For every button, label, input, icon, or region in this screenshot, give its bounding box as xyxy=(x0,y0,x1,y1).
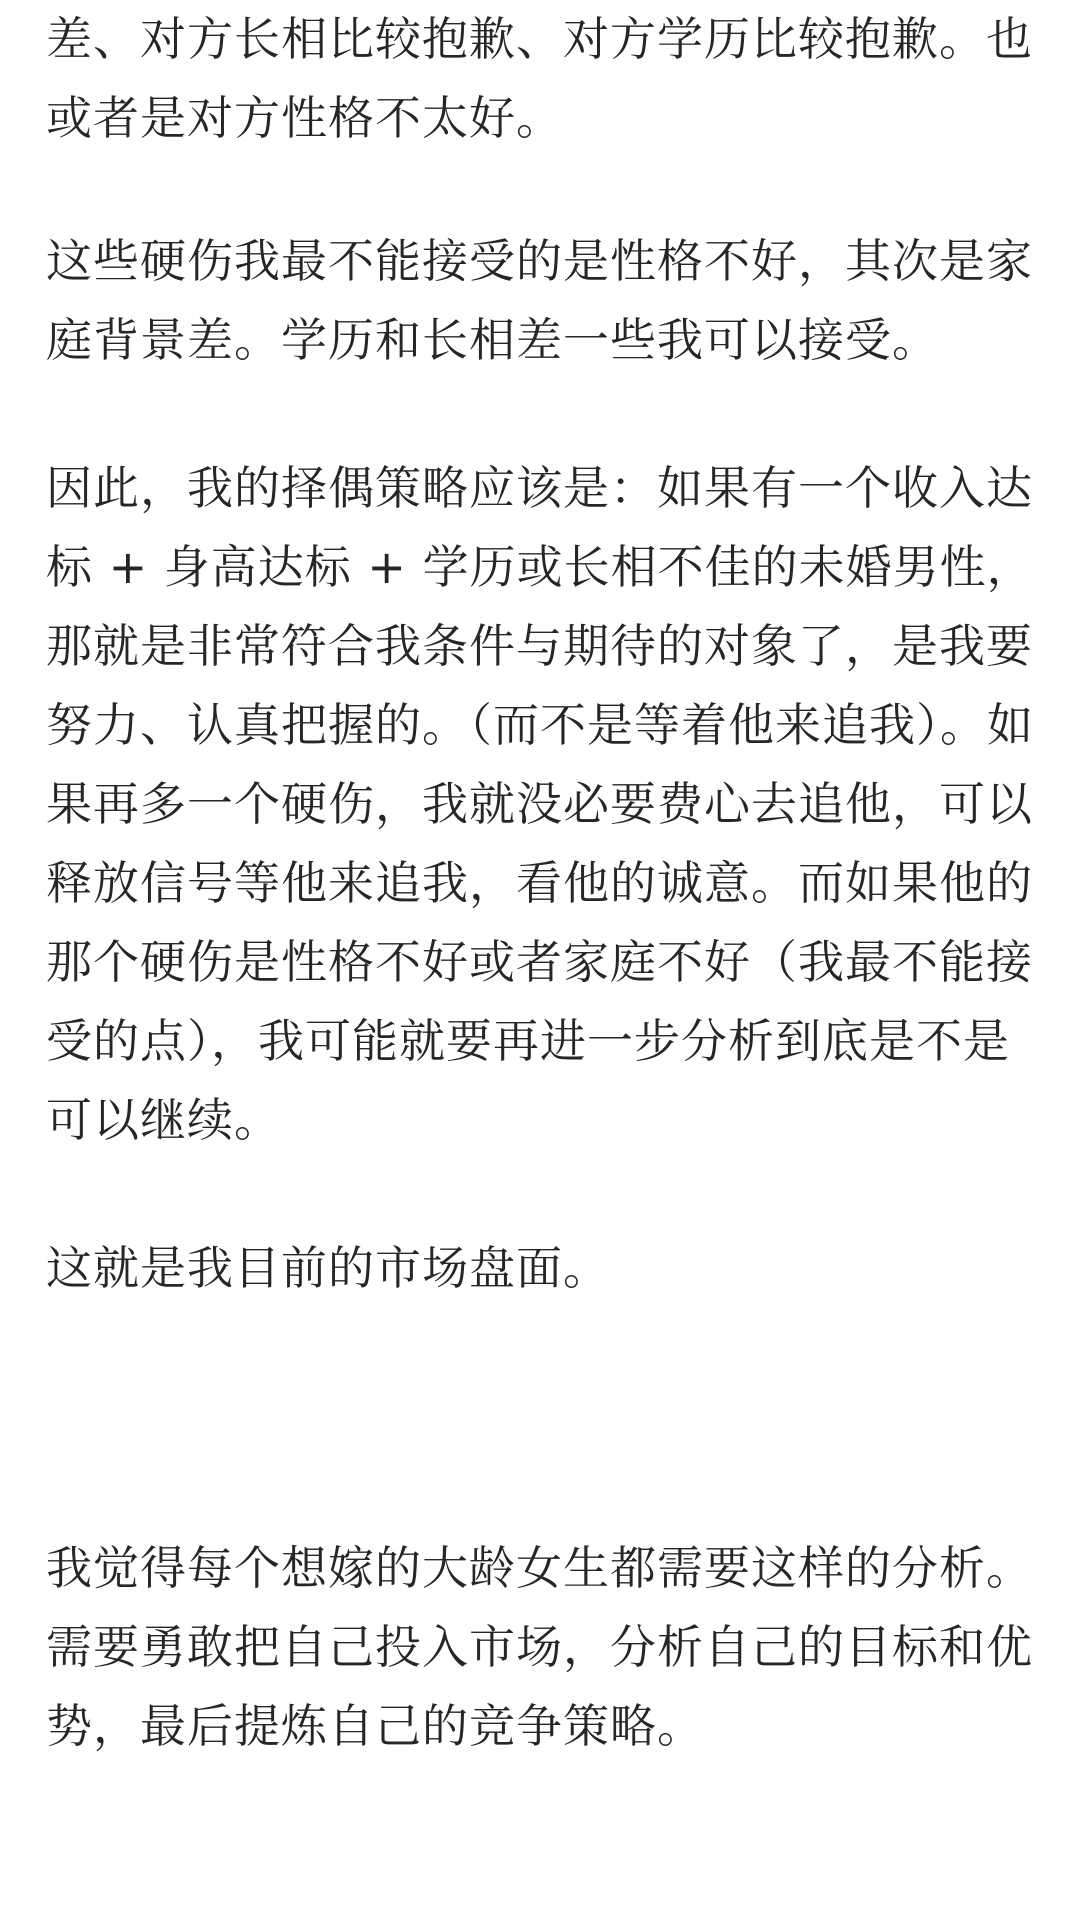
paragraph-5: 我觉得每个想嫁的大龄女生都需要这样的分析。需要勇敢把自己投入市场，分析自己的目标和优势，最后提炼自己的竞争策略。 xyxy=(46,1541,1033,1753)
paragraph-spacer xyxy=(46,158,1036,222)
paragraph-spacer xyxy=(46,380,1036,449)
paragraph-spacer xyxy=(46,1160,1036,1229)
paragraph-4: 这就是我目前的市场盘面。 xyxy=(46,1241,610,1295)
paragraph-spacer xyxy=(46,1308,1036,1529)
paragraph-2: 这些硬伤我最不能接受的是性格不好，其次是家庭背景差。学历和长相差一些我可以接受。 xyxy=(46,234,1033,367)
article-body xyxy=(46,0,1036,1766)
paragraph-3: 因此，我的择偶策略应该是：如果有一个收入达标 + 身高达标 + 学历或长相不佳的未婚男性，那就是非常符合我条件与期待的对象了，是我要努力、认真把握的。（而不是等着他来追我）。如果再多一个硬伤，我就没必要费心去追他，可以释放信号等他来追我，看他的诚意。而如果他的那个硬伤是性格不好或者家庭不好（我最不能接受的点），我可能就要再进一步分析到底是不是可以继续。 xyxy=(46,461,1034,1147)
paragraph-1: 差、对方长相比较抱歉、对方学历比较抱歉。也或者是对方性格不太好。 xyxy=(46,12,1033,145)
